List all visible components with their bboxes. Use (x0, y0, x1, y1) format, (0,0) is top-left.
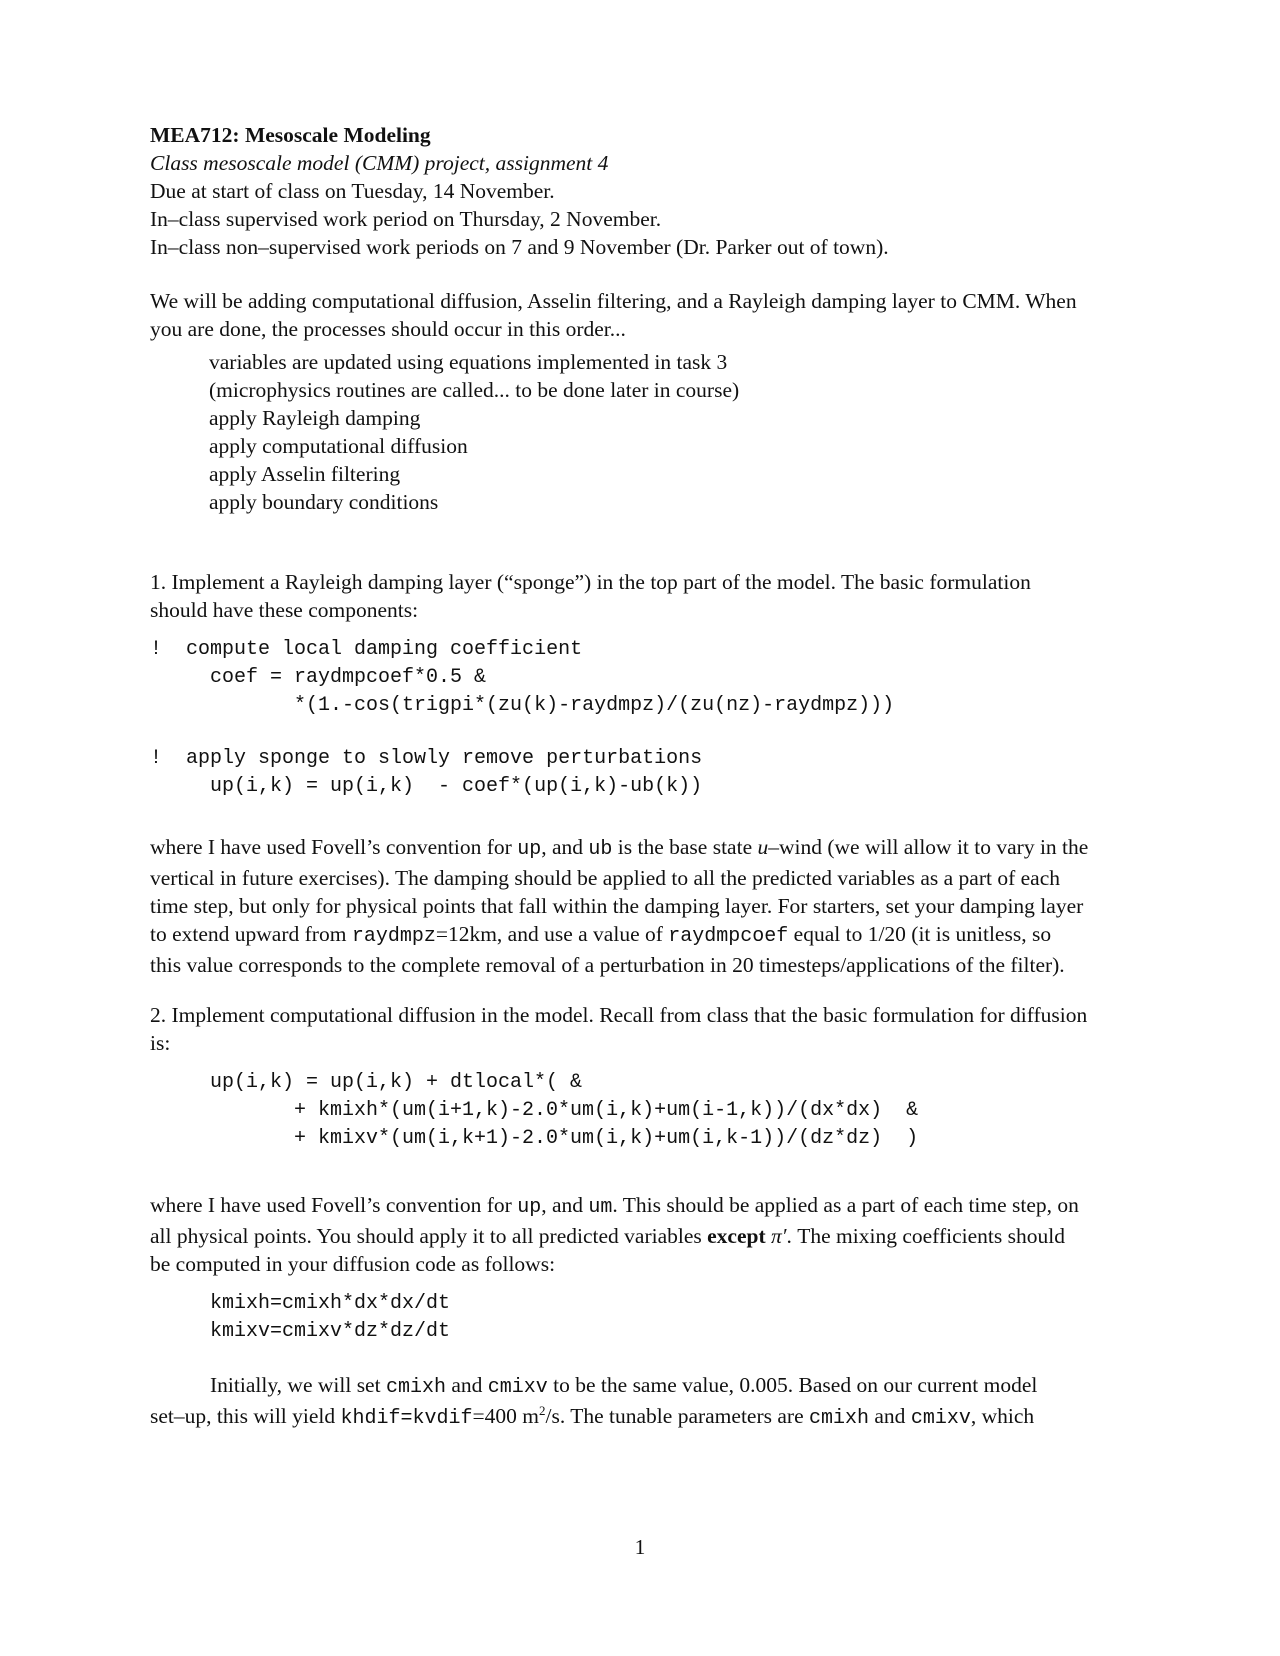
intro-paragraph (150, 287, 1128, 343)
q1-expl-line-4: to extend upward from raydmpz=12km, and use a value of raydmpcoef equal to 1/20 (it is unitless, so (150, 922, 1052, 948)
q1-line-2: should have these components: (150, 598, 419, 622)
list-item: apply boundary conditions (209, 490, 439, 514)
q2-line-2: is: (150, 1031, 171, 1055)
list-item: apply Rayleigh damping (209, 406, 421, 430)
superscript-2: 2 (539, 1402, 546, 1418)
nonsupervised-period: In–class non–supervised work periods on 7 and 9 November (Dr. Parker out of town). (150, 235, 889, 259)
list-item: variables are updated using equations implemented in task 3 (209, 350, 728, 374)
list-item: apply computational diffusion (209, 434, 468, 458)
q2-explanation (150, 1191, 1128, 1278)
emphasis-except: except (707, 1224, 766, 1248)
q2-expl-line-2: all physical points. You should apply it to all predicted variables except π′. The mixing coefficients should (150, 1224, 1065, 1248)
q1-expl-line-2: vertical in future exercises). The damping should be applied to all the predicted variables as a part of each (150, 866, 1061, 890)
assignment-subtitle: Class mesoscale model (CMM) project, assignment 4 (150, 151, 609, 175)
q2-line-1: 2. Implement computational diffusion in the model. Recall from class that the basic formulation for diffusion (150, 1003, 1088, 1027)
supervised-period: In–class supervised work period on Thursday, 2 November. (150, 207, 662, 231)
code-ub: ub (588, 838, 613, 861)
q1-explanation (150, 833, 1128, 979)
code-cmixv: cmixv (910, 1407, 971, 1430)
mixing-coef-code-block: kmixh=cmixh*dx*dx/dt kmixv=cmixv*dz*dz/dt (210, 1292, 451, 1343)
q2-final-line-2: set–up, this will yield khdif=kvdif=400 $m^2/s$. The tunable parameters are cmixh and cmixv, which (150, 1402, 1035, 1430)
q1-expl-line-1: where I have used Fovell’s convention for up, and ub is the base state u–wind (we will allow it to vary in the (150, 835, 1089, 861)
intro-line-1: We will be adding computational diffusion, Asselin filtering, and a Rayleigh damping layer to CMM. When (150, 289, 1077, 313)
header-block (150, 121, 1128, 261)
due-date: Due at start of class on Tuesday, 14 November. (150, 179, 555, 203)
code-khdif-kvdif: khdif=kvdif (340, 1407, 473, 1430)
page-number: 1 (634, 1535, 646, 1559)
code-cmixv: cmixv (487, 1376, 548, 1399)
q1-expl-line-5: this value corresponds to the complete removal of a perturbation in 20 timesteps/applications of the filter). (150, 953, 1065, 977)
code-cmixh: cmixh (809, 1407, 870, 1430)
code-um: um (588, 1196, 613, 1219)
code-cmixh: cmixh (385, 1376, 446, 1399)
question-2 (150, 1001, 1128, 1433)
code-up: up (517, 838, 542, 861)
q2-expl-line-3: be computed in your diffusion code as follows: (150, 1252, 556, 1276)
rayleigh-code-block-1: ! compute local damping coefficient coef = raydmpcoef*0.5 & *(1.-cos(trigpi*(zu(k)-raydmpz)/(zu(nz)-raydmpz))) (150, 638, 895, 717)
course-title: MEA712: Mesoscale Modeling (150, 123, 431, 147)
code-raydmpcoef: raydmpcoef (668, 925, 789, 948)
q1-line-1: 1. Implement a Rayleigh damping layer (“sponge”) in the top part of the model. The basic formulation (150, 570, 1031, 594)
q1-expl-line-3: time step, but only for physical points that fall within the damping layer. For starters, set your damping layer (150, 894, 1084, 918)
q2-final-line-1: Initially, we will set cmixh and cmixv to be the same value, 0.005. Based on our current model (210, 1373, 1038, 1399)
list-item: apply Asselin filtering (209, 462, 401, 486)
math-u: u (757, 835, 769, 859)
list-item: (microphysics routines are called... to be done later in course) (209, 378, 740, 402)
code-up: up (517, 1196, 542, 1219)
process-order-list (209, 348, 1128, 516)
code-raydmpz: raydmpz (351, 925, 436, 948)
page-content (150, 121, 1128, 1433)
rayleigh-code-block-2: ! apply sponge to slowly remove perturbations up(i,k) = up(i,k) - coef*(up(i,k)-ub(k)) (150, 747, 703, 798)
q2-final-paragraph (150, 1371, 1128, 1433)
q2-expl-line-1: where I have used Fovell’s convention for up, and um. This should be applied as a part of each time step, on (150, 1193, 1079, 1219)
intro-line-2: you are done, the processes should occur in this order... (150, 317, 626, 341)
math-pi-prime: π′ (765, 1224, 787, 1248)
diffusion-code-block: up(i,k) = up(i,k) + dtlocal*( & + kmixh*(um(i+1,k)-2.0*um(i,k)+um(i-1,k))/(dx*dx) & + kmixv*(um(i,k+1)-2.0*um(i,k)+um(i,k-1))/(dz*dz) ) (210, 1071, 919, 1150)
question-1 (150, 568, 1128, 979)
